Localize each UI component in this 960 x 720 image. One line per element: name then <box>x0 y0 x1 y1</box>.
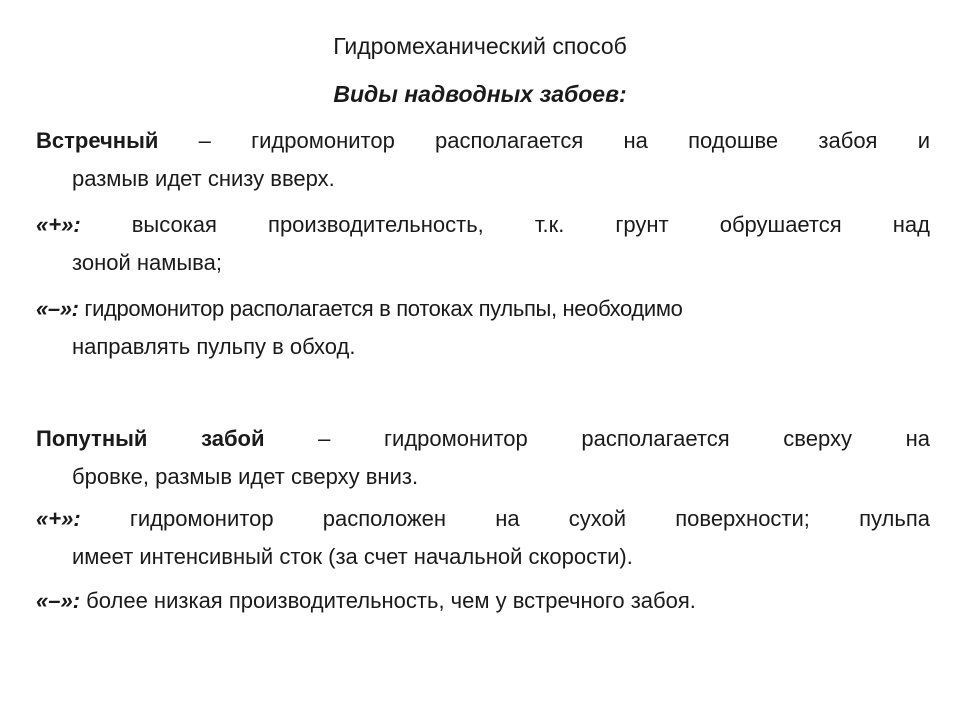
word: и <box>917 128 930 153</box>
word: гидромонитор <box>384 426 528 451</box>
word: гидромонитор <box>129 506 274 531</box>
word: грунт <box>615 212 669 237</box>
word: производительность, <box>268 212 484 237</box>
word: забоя <box>818 128 878 153</box>
counter-face-disadvantages <box>36 290 930 366</box>
counter-face-definition <box>36 122 930 198</box>
text-line <box>36 290 930 328</box>
word: над <box>892 212 930 237</box>
term-along-face-word2: забой <box>201 426 265 451</box>
justified-line <box>36 420 930 458</box>
word: гидромонитор <box>251 128 395 153</box>
word: т.к. <box>534 212 565 237</box>
word: расположен <box>322 506 447 531</box>
word: располагается <box>435 128 584 153</box>
along-face-definition <box>36 420 930 496</box>
justified-line <box>36 206 930 244</box>
minus-marker: «–»: <box>36 588 81 613</box>
slide-subtitle: Виды надводных забоев: <box>333 81 627 107</box>
continuation-line: размыв идет снизу вверх. <box>72 166 335 191</box>
word: обрушается <box>719 212 842 237</box>
word: сухой <box>568 506 627 531</box>
word: подошве <box>688 128 779 153</box>
word: на <box>905 426 930 451</box>
continuation-line: бровке, размыв идет сверху вниз. <box>72 464 419 489</box>
line-text: гидромонитор располагается в потоках пульпы, необходимо <box>78 296 683 321</box>
word: на <box>495 506 520 531</box>
text-line <box>36 582 930 620</box>
term-along-face-word1: Попутный <box>36 426 148 451</box>
continuation-line: имеет интенсивный сток (за счет начальной скорости). <box>72 544 633 569</box>
word: – <box>198 128 211 153</box>
word: поверхности; <box>675 506 810 531</box>
word: пульпа <box>859 506 930 531</box>
term-counter-face: Встречный <box>36 128 159 153</box>
word: на <box>623 128 648 153</box>
counter-face-advantages <box>36 206 930 282</box>
justified-line <box>36 500 930 538</box>
plus-marker: «+»: <box>36 212 81 237</box>
justified-line <box>36 122 930 160</box>
along-face-disadvantages <box>36 582 930 620</box>
along-face-advantages <box>36 500 930 576</box>
minus-marker: «–»: <box>36 296 79 321</box>
word: – <box>318 426 331 451</box>
word: располагается <box>581 426 730 451</box>
plus-marker: «+»: <box>36 506 81 531</box>
line-text: более низкая производительность, чем у встречного забоя. <box>80 588 696 613</box>
continuation-line: направлять пульпу в обход. <box>72 334 356 359</box>
word: сверху <box>783 426 852 451</box>
slide-title: Гидромеханический способ <box>333 33 627 59</box>
word: высокая <box>131 212 217 237</box>
continuation-line: зоной намыва; <box>72 250 222 275</box>
